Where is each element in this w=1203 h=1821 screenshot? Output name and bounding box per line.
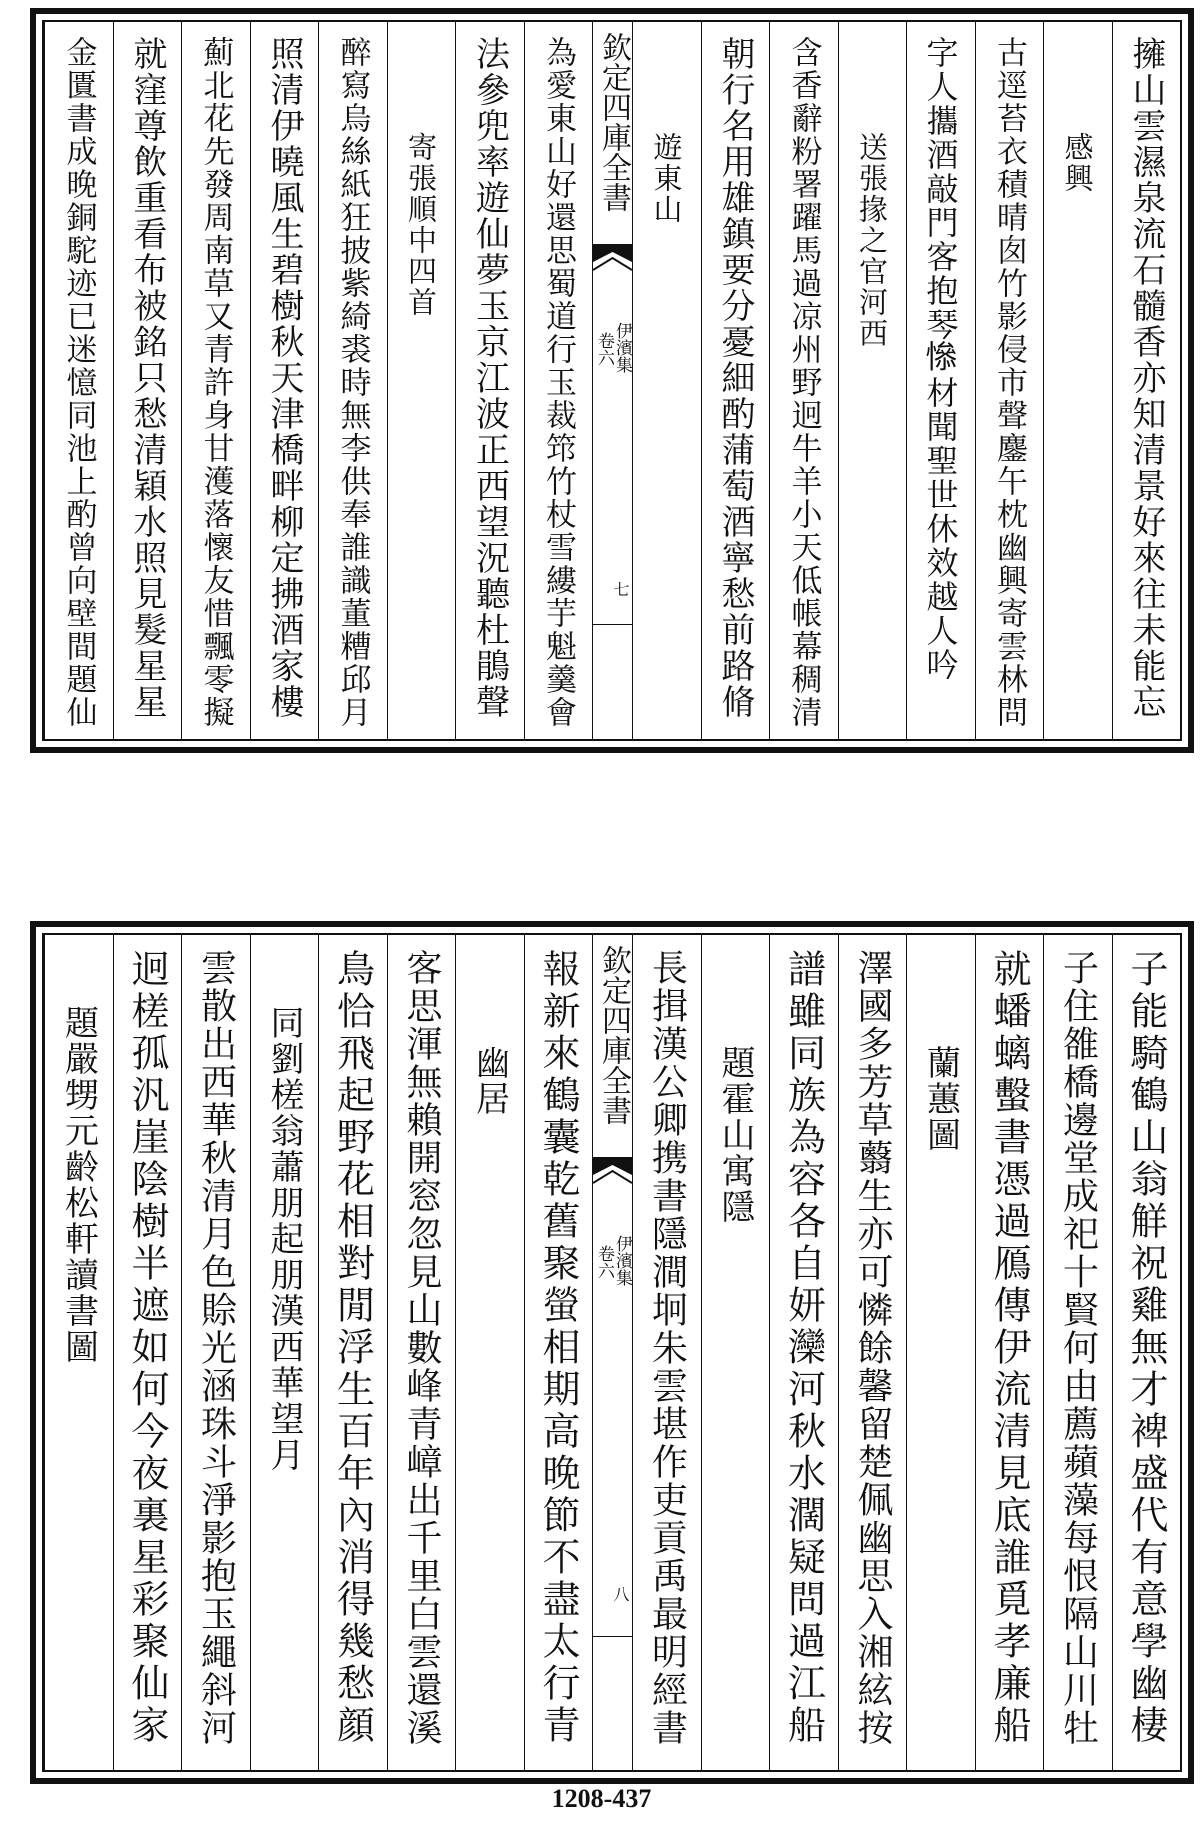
column-text: 寄張順中四首 — [404, 132, 438, 318]
upper-page-frame — [42, 20, 1182, 741]
text-column — [1112, 22, 1181, 739]
column-text: 迥槎孤汎崖陰樹半遮如何今夜裏星彩聚仙家 — [125, 949, 169, 1747]
text-column — [1043, 935, 1112, 1770]
text-column — [318, 22, 387, 739]
fishtail-mark-icon — [593, 244, 632, 274]
text-column — [250, 935, 319, 1770]
text-column — [769, 22, 838, 739]
lower-page — [30, 921, 1194, 1784]
gutter-rule — [593, 1636, 632, 1637]
column-text: 長揖漢公卿携書隱澗坰朱雲堪作吏貢禹最明經書 — [646, 949, 688, 1747]
column-text: 題嚴甥元齡松軒讀書圖 — [58, 1005, 99, 1365]
text-column — [113, 935, 182, 1770]
column-text: 客思渾無賴開窓忽見山數峰青嶂出千里白雲還溪 — [401, 949, 442, 1747]
column-text: 子住雒橋邊堂成祀十賢何由薦蘋藻每恨隔山川牡 — [1057, 949, 1099, 1747]
leaf-number: 八 — [611, 1586, 630, 1603]
book-title: 伊濱集 — [612, 322, 632, 373]
text-column — [455, 22, 524, 739]
column-text: 感興 — [1060, 132, 1095, 194]
column-text: 澤國多芳草蘙生亦可憐餘馨留楚佩幽思入湘絃按 — [852, 949, 893, 1747]
library-title: 欽定四庫全書 — [596, 945, 631, 1125]
column-text: 子能騎鶴山翁觧祝雞無才裨盛代有意學幽棲 — [1124, 949, 1168, 1747]
column-text: 就蟠螭蟿書憑過鴈傳伊流清見底誰覓孝廉船 — [987, 949, 1031, 1747]
volume-label: 卷六 — [594, 332, 614, 366]
column-text: 報新來鶴囊乾舊聚螢相期高晚節不盡太行青 — [536, 949, 580, 1747]
column-text: 雲散出西華秋清月色賒光涵珠斗淨影抱玉繩斜河 — [195, 949, 237, 1747]
text-column — [113, 22, 182, 739]
column-text: 同劉槎翁蕭朋起朋漢西華望月 — [264, 1005, 304, 1473]
column-text: 金匱書成晚銅駝迹已迷憶同池上酌曾向壁間題仙 — [60, 36, 97, 729]
text-column — [524, 22, 593, 739]
text-column — [455, 935, 524, 1770]
text-column — [632, 22, 701, 739]
text-column — [250, 22, 319, 739]
column-text: 法參兜率遊仙夢玉京江波正西望況聽杜鵑聲 — [469, 36, 510, 720]
column-text: 譜雖同族為容各自妍灤河秋水濶疑問過江船 — [781, 949, 826, 1747]
text-column — [181, 22, 250, 739]
column-text: 擁山雲濕泉流石髓香亦知清景好來往未能忘 — [1126, 36, 1166, 720]
column-text: 遊東山 — [649, 132, 684, 225]
book-title: 伊濱集 — [612, 1235, 632, 1286]
text-column — [975, 22, 1044, 739]
text-column — [524, 935, 593, 1770]
leaf-number: 七 — [611, 581, 630, 598]
text-column — [181, 935, 250, 1770]
text-column — [44, 22, 113, 739]
column-text: 朝行名用雄鎮要分憂細酌蒲萄酒寧愁前路脩 — [715, 36, 755, 720]
text-column — [701, 22, 770, 739]
column-text: 照清伊曉風生碧樹秋天津橋畔柳定拂酒家樓 — [264, 36, 304, 720]
gutter-rule — [593, 624, 632, 625]
lower-page-frame — [42, 933, 1182, 1772]
column-text: 鳥恰飛起野花相對閒浮生百年內消得幾愁顔 — [330, 949, 375, 1747]
column-text: 就窪尊飲重看布被銘只愁清穎水照見髮星星 — [127, 36, 167, 720]
column-text: 薊北花先發周南草又青許身甘濩落懷友惜飄零擬 — [197, 36, 234, 729]
column-text: 醉寫烏絲紙狂披紫綺裘時無李供奉誰識董糟邱月 — [334, 36, 371, 729]
column-text: 幽居 — [469, 1045, 510, 1117]
text-column — [387, 22, 456, 739]
column-text: 含香辭粉署躍馬過凉州野迥牛羊小天低帳幕稠清 — [785, 36, 822, 729]
text-column — [769, 935, 838, 1770]
text-column — [1112, 935, 1181, 1770]
text-column — [906, 935, 975, 1770]
text-column — [632, 935, 701, 1770]
volume-label: 卷六 — [594, 1245, 614, 1279]
page-number-footer: 1208-437 — [551, 1784, 652, 1813]
text-column — [906, 22, 975, 739]
text-column — [838, 22, 907, 739]
upper-page — [30, 8, 1194, 753]
text-column — [387, 935, 456, 1770]
center-gutter — [592, 22, 632, 739]
text-column — [701, 935, 770, 1770]
center-gutter — [592, 935, 632, 1770]
text-column — [838, 935, 907, 1770]
column-text: 蘭蕙圖 — [920, 1045, 961, 1153]
column-text: 字人攜酒敲門客抱琴𢡖材聞聖世休效越人吟 — [921, 36, 960, 682]
text-column — [318, 935, 387, 1770]
text-column — [44, 935, 113, 1770]
fishtail-mark-icon — [593, 1157, 632, 1187]
column-text: 送張掾之官河西 — [855, 132, 889, 349]
text-column — [1043, 22, 1112, 739]
column-text: 題霍山寓隱 — [715, 1045, 755, 1225]
column-text: 為愛東山好還思蜀道行玉裁筇竹杖雪縷芋魁羹會 — [540, 36, 576, 729]
text-column — [975, 935, 1044, 1770]
column-text: 古逕苔衣積晴囱竹影侵市聲鏖午枕幽興寄雲林問 — [991, 36, 1027, 729]
library-title: 欽定四庫全書 — [596, 32, 631, 212]
